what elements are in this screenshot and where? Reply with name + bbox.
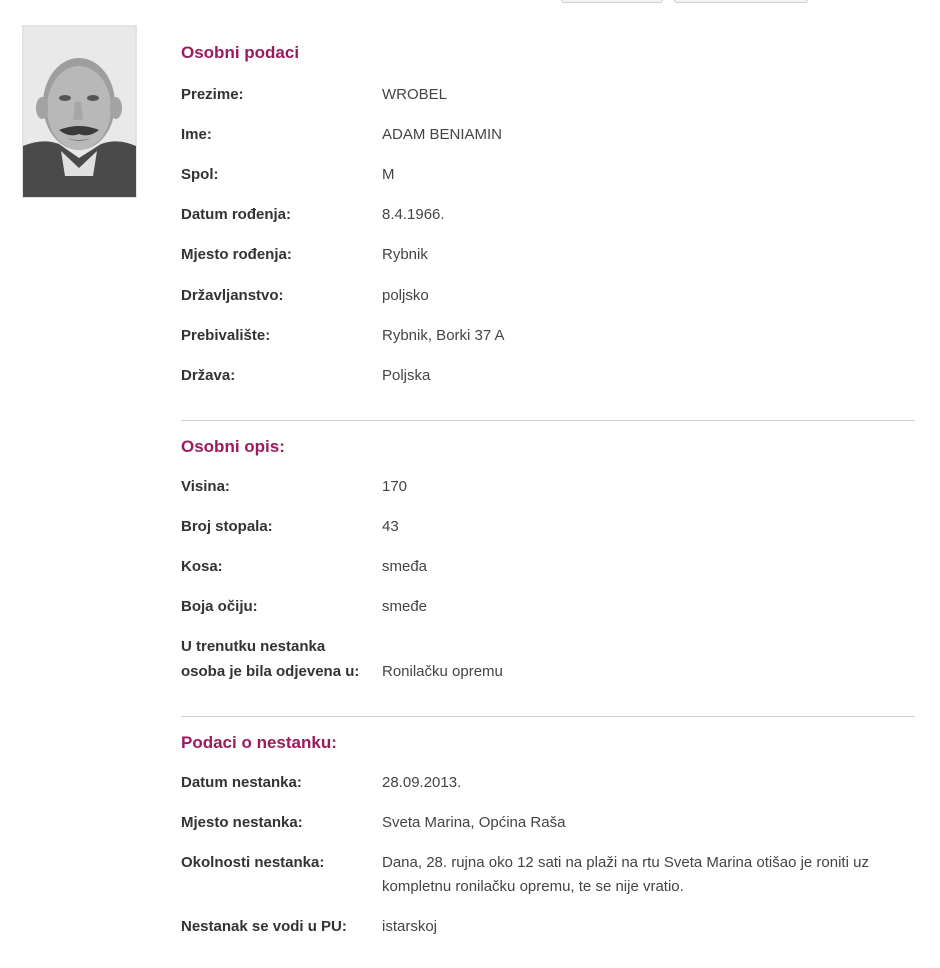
value-first-name: ADAM BENIAMIN	[382, 126, 503, 143]
label-disappearance-place: Mjesto nestanka:	[181, 814, 303, 831]
top-tab-1[interactable]	[561, 0, 663, 3]
value-police-department: istarskoj	[382, 918, 438, 935]
value-circumstances-line1: Dana, 28. rujna oko 12 sati na plaži na rtu Sveta Marina otišao je roniti uz	[382, 854, 869, 871]
value-birth-place: Rybnik	[382, 246, 428, 263]
label-police-department: Nestanak se vodi u PU:	[181, 918, 347, 935]
value-country: Poljska	[382, 367, 431, 384]
person-photo	[22, 25, 137, 198]
label-birth-date: Datum rođenja:	[181, 206, 292, 223]
value-shoe-size: 43	[382, 518, 399, 535]
section-title-disappearance: Podaci o nestanku:	[181, 733, 337, 752]
label-country: Država:	[181, 367, 236, 384]
label-disappearance-date: Datum nestanka:	[181, 774, 302, 791]
label-hair: Kosa:	[181, 558, 223, 575]
value-disappearance-place: Sveta Marina, Općina Raša	[382, 814, 566, 831]
label-circumstances: Okolnosti nestanka:	[181, 854, 325, 871]
label-sex: Spol:	[181, 166, 219, 183]
label-eye-color: Boja očiju:	[181, 598, 258, 615]
label-birth-place: Mjesto rođenja:	[181, 246, 292, 263]
value-sex: M	[382, 166, 395, 183]
label-clothing-line1: U trenutku nestanka	[181, 638, 326, 655]
value-hair: smeđa	[382, 558, 428, 575]
label-first-name: Ime:	[181, 126, 212, 143]
label-citizenship: Državljanstvo:	[181, 287, 284, 304]
value-disappearance-date: 28.09.2013.	[382, 774, 462, 791]
value-eye-color: smeđe	[382, 598, 428, 615]
label-clothing-line2: osoba je bila odjevena u:	[181, 663, 360, 680]
label-shoe-size: Broj stopala:	[181, 518, 273, 535]
section-title-personal: Osobni podaci	[181, 43, 300, 62]
section-title-description: Osobni opis:	[181, 437, 285, 456]
label-residence: Prebivalište:	[181, 327, 271, 344]
value-height: 170	[382, 478, 408, 495]
value-citizenship: poljsko	[382, 287, 429, 304]
value-circumstances-line2: kompletnu ronilačku opremu, te se nije vratio.	[382, 878, 684, 895]
value-clothing: Ronilačku opremu	[382, 663, 503, 680]
person-photo-image	[23, 26, 136, 197]
section-divider	[181, 420, 915, 421]
value-residence: Rybnik, Borki 37 A	[382, 327, 505, 344]
value-birth-date: 8.4.1966.	[382, 206, 445, 223]
top-tab-2[interactable]	[674, 0, 808, 3]
label-height: Visina:	[181, 478, 230, 495]
section-divider	[181, 716, 915, 717]
label-surname: Prezime:	[181, 86, 244, 103]
value-surname: WROBEL	[382, 86, 448, 103]
